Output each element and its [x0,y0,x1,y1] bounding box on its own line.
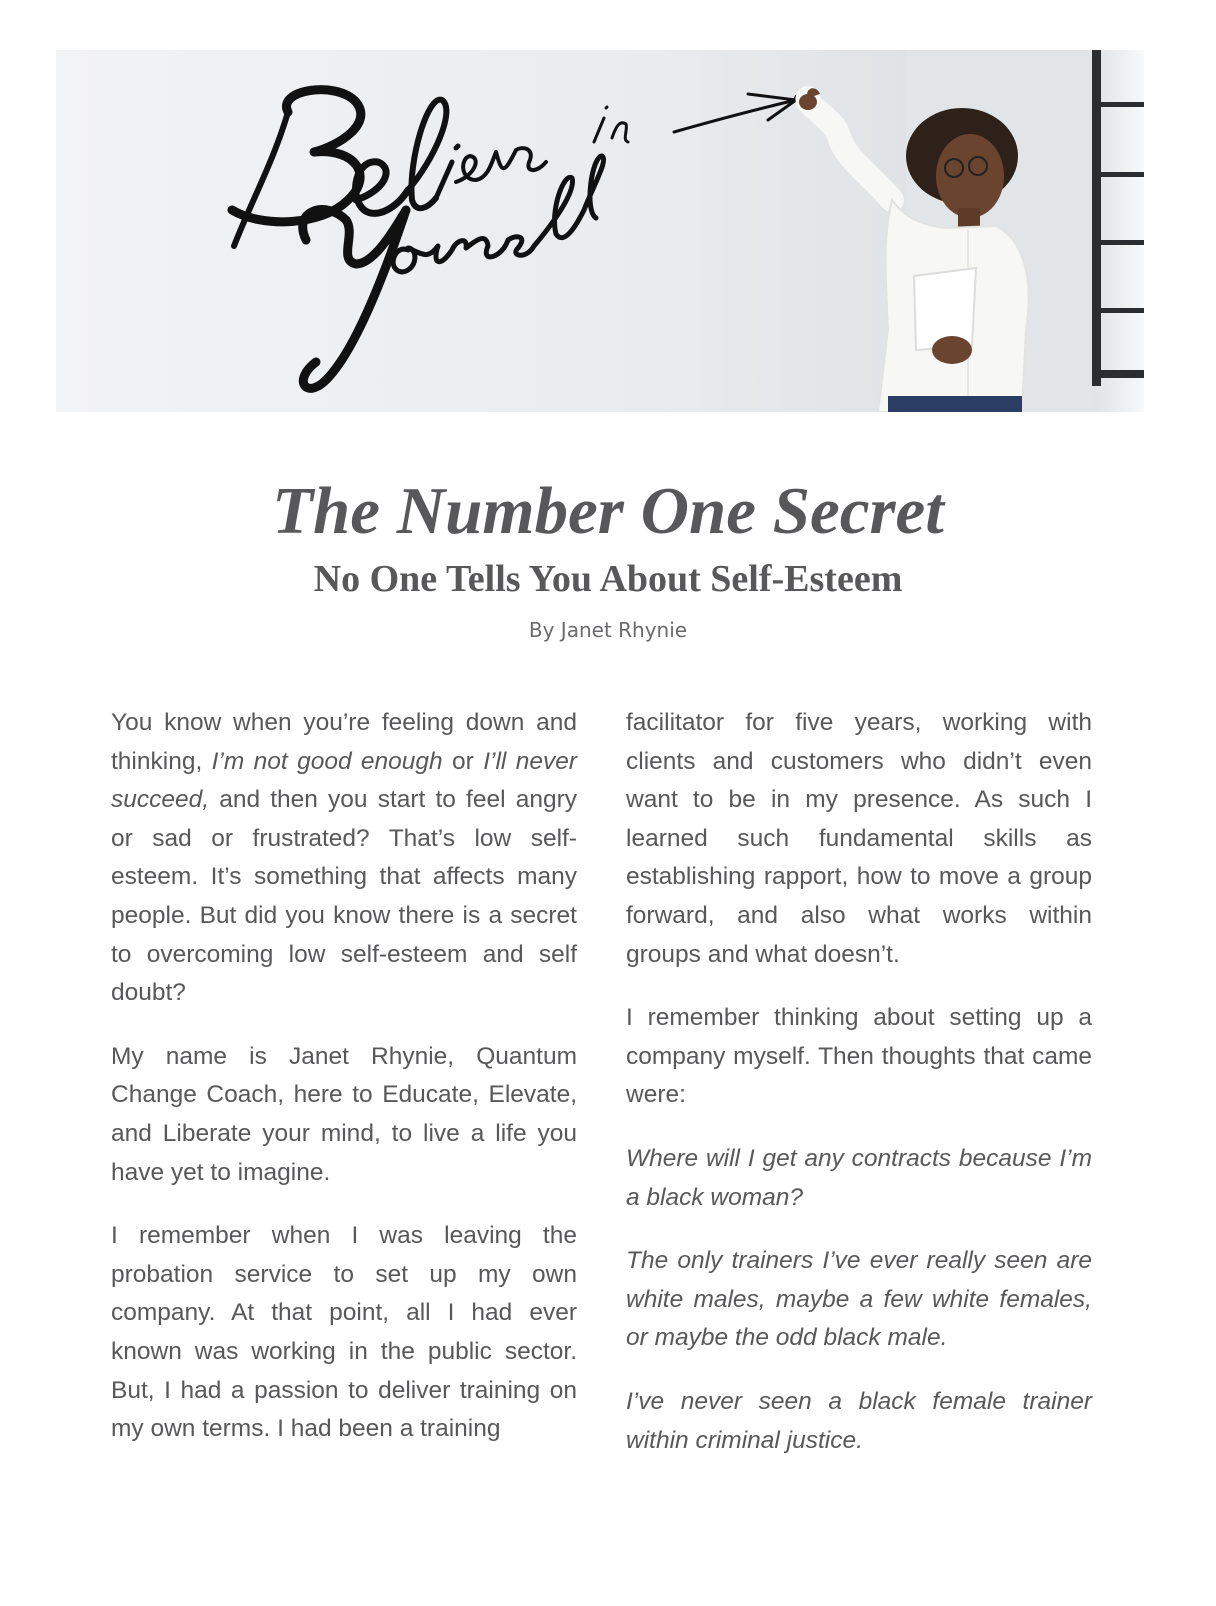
article-title: The Number One Secret [272,474,944,548]
left-column [111,704,577,1474]
right-column [626,704,1092,1485]
header-banner-image [56,50,1144,412]
paragraph-company-thoughts: I remember thinking about setting up a company myself. Then thoughts that came were: [626,1004,1092,1109]
banner-illustration [56,50,1144,412]
article-subtitle: No One Tells You About Self-Esteem [313,558,903,600]
paragraph-intro: You know when you’re feeling down and thinking, I’m not good enough or I’ll never succeed, and then you start to feel angry or sad or frustrated? That’s low self-esteem. It’s something that affects many people. But did you know there is a secret to overcoming low self-esteem and self doubt? [111,709,577,1007]
paragraph-facilitator: facilitator for five years, working with clients and customers who didn’t even want to be in my presence. As such I learned such fundamental skills as establishing rapport, how to move a group forward, and also what works within groups and what doesn’t. [626,709,1092,968]
quote-black-female-trainer: I’ve never seen a black female trainer within criminal justice. [626,1387,1092,1454]
quote-contracts: Where will I get any contracts because I’m a black woman? [626,1144,1092,1211]
article-byline: By Janet Rhynie [528,618,688,642]
paragraph-introduction-author: My name is Janet Rhynie, Quantum Change Coach, here to Educate, Elevate, and Liberate your mind, to live a life you have yet to imagine. [111,1042,577,1186]
paragraph-probation: I remember when I was leaving the probation service to set up my own company. At that point, all I had ever known was working in the public sector. But, I had a passion to deliver training on my own terms. I had been a training [111,1222,577,1443]
window [1092,50,1144,412]
quote-trainers: The only trainers I’ve ever really seen are white males, maybe a few white females, or maybe the odd black male. [626,1247,1092,1352]
